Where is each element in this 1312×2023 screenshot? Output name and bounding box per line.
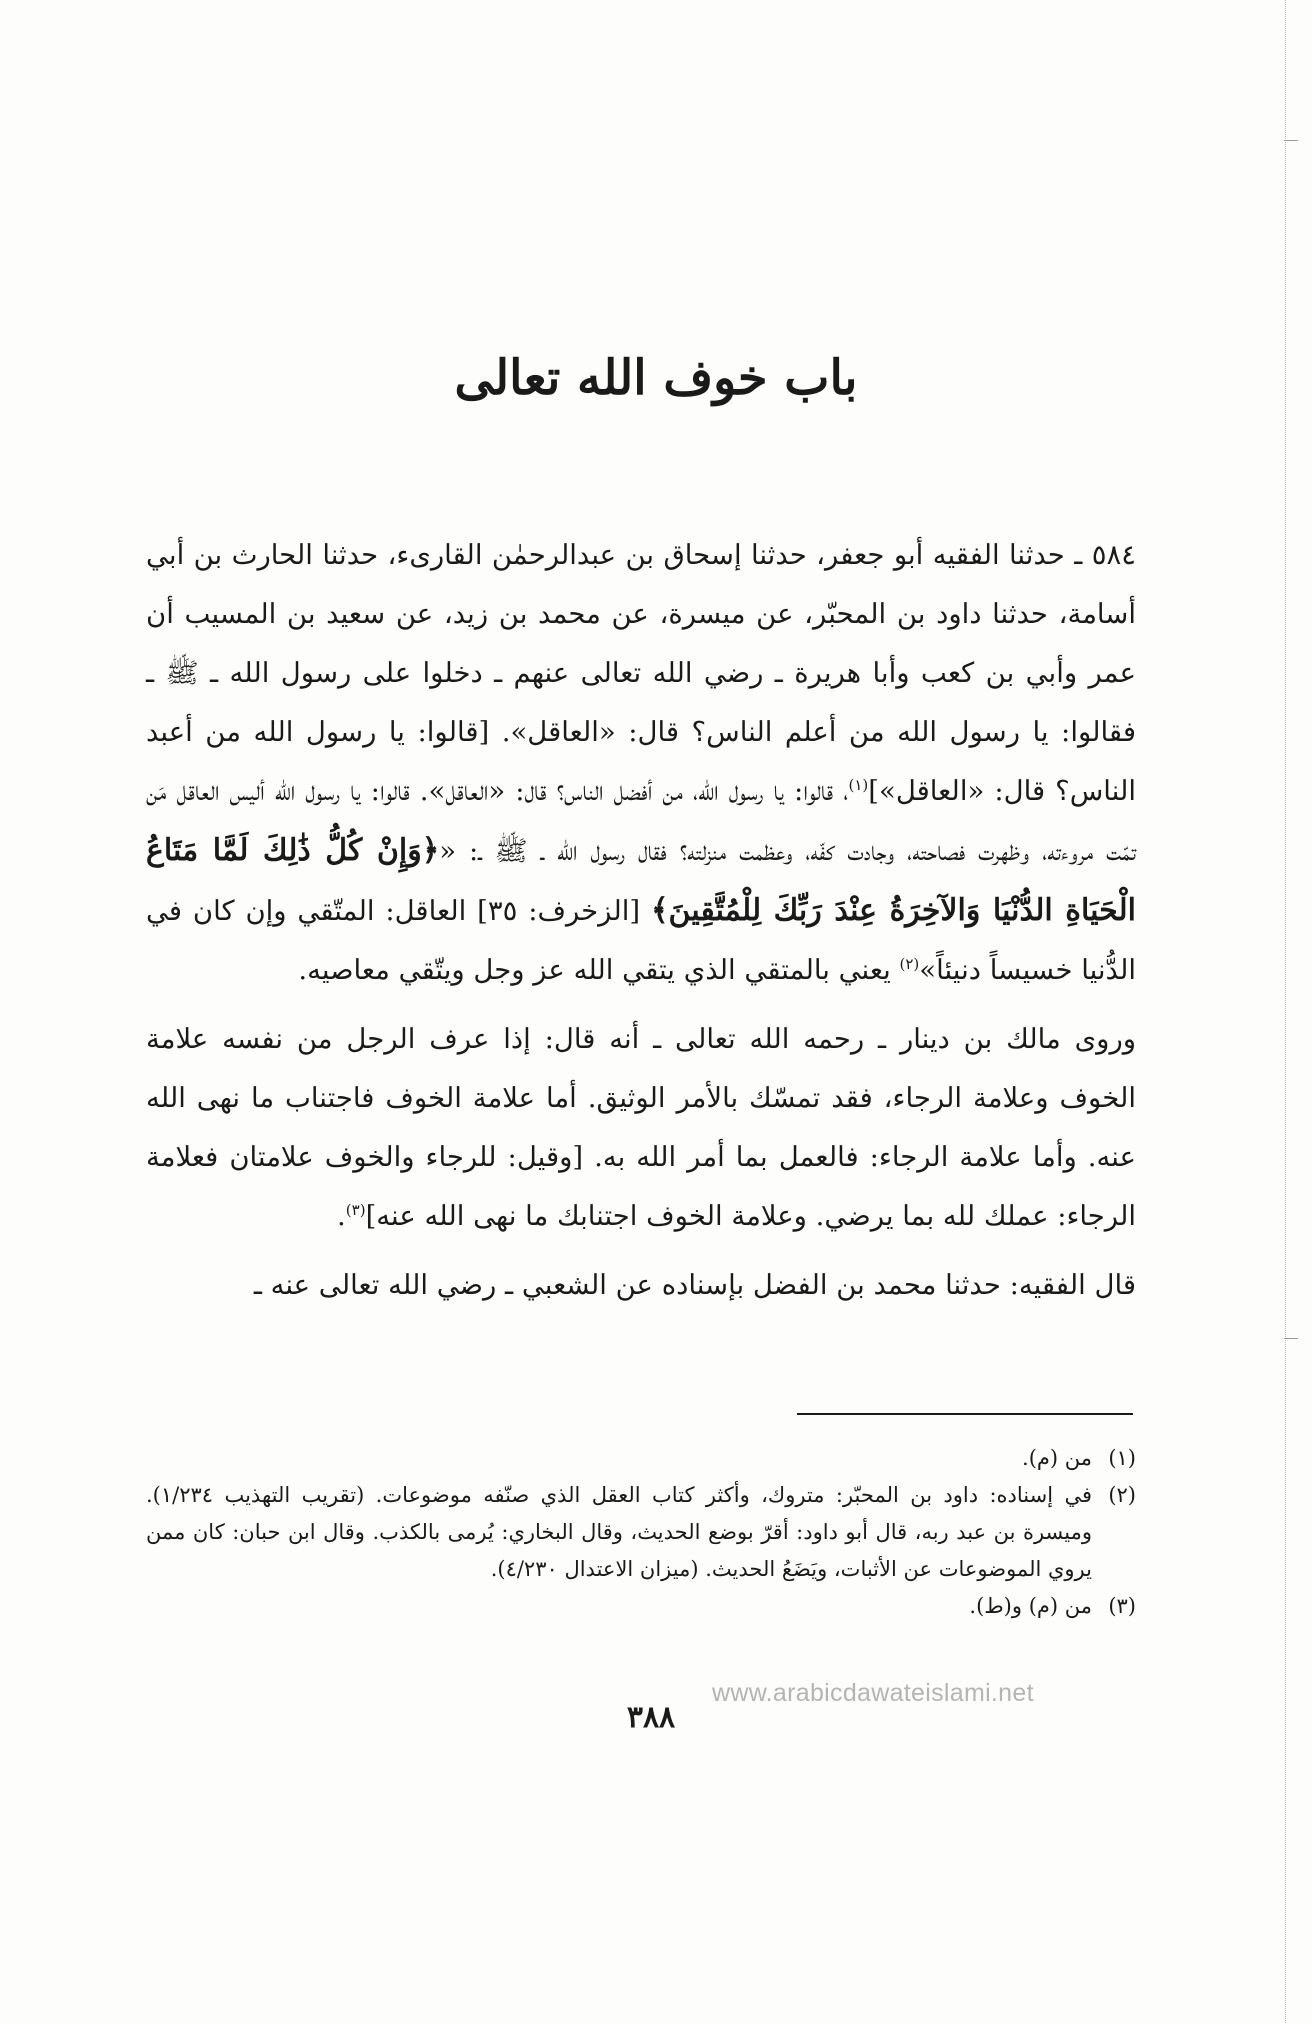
paragraph-text: وروى مالك بن دينار ـ رحمه الله تعالى ـ أنه قال: إذا عرف الرجل من نفسه علامة الخوف وعلامة الرجاء، فقد تمسّك بالأمر الوثيق. أما علامة الخوف فاجتناب ما نهى الله عنه. وأما علامة الرجاء: فالعمل بما أمر الله به. [وقيل: للرجاء والخوف علامتان فعلامة الرجاء: عملك لله بما يرضي. وعلامة الخوف اجتنابك ما نهى الله عنه]: [146, 1023, 1136, 1232]
footnotes: [146, 1440, 1136, 1625]
paragraph-text: يعني بالمتقي الذي يتقي الله عز وجل ويتّقي معاصيه.: [298, 954, 900, 986]
footnote-number: (١): [1108, 1446, 1136, 1470]
page-number: ٣٨٨: [626, 1700, 676, 1735]
paragraph: [146, 526, 1136, 1000]
paragraph: [146, 1010, 1136, 1246]
footnote-text: في إسناده: داود بن المحبّر: متروك، وأكثر كتاب العقل الذي صنّفه موضوعات. (تقريب التهذيب ١/٢٣٤). وميسرة بن عبد ربه، قال أبو داود: أقرّ بوضع الحديث، وقال البخاري: يُرمى بالكذب. وقال ابن حبان: كان ممن يروي الموضوعات عن الأثبات، ويَضَعُ الحديث. (ميزان الاعتدال ٤/٢٣٠).: [146, 1483, 1092, 1581]
paragraph: [146, 1256, 1136, 1315]
watermark: www.arabicdawateislami.net: [712, 1679, 1034, 1707]
footnote-ref: (٢): [899, 954, 920, 973]
footnote-ref: (١): [848, 775, 869, 794]
scan-edge-tick: [1284, 140, 1298, 141]
chapter-title: باب خوف الله تعالى: [454, 350, 858, 407]
paragraph-text: [الزخرف: ٣٥] العاقل: المتّقي وإن كان في الدُّنيا خسيساً دنيئاً»: [146, 895, 1136, 986]
footnote: [146, 1440, 1136, 1477]
paragraph-text: قال الفقيه: حدثنا محمد بن الفضل بإسناده عن الشعبي ـ رضي الله تعالى عنه ـ: [253, 1269, 1136, 1301]
footnote-number: (٢): [1108, 1483, 1136, 1507]
footnote-text: من (م) و(ط).: [969, 1594, 1092, 1618]
quran-verse: ﴿وَإِنْ كُلُّ ذَٰلِكَ لَمَّا مَتَاعُ الْحَيَاةِ الدُّنْيَا وَالآخِرَةُ عِنْدَ رَبِّكَ لِلْمُتَّقِينَ﴾: [146, 833, 1136, 928]
paragraph-text: ٥٨٤ ـ حدثنا الفقيه أبو جعفر، حدثنا إسحاق بن عبدالرحمٰن القارىء، حدثنا الحارث بن أبي أسامة، حدثنا داود بن المحبّر، عن ميسرة، عن محمد بن زيد، عن سعيد بن المسيب أن عمر وأبي بن كعب وأبا هريرة ـ رضي الله تعالى عنهم ـ دخلوا على رسول الله ـ ﷺ ـ فقالوا: يا رسول الله من أعلم الناس؟ قال: «العاقل». [قالوا: يا رسول الله من أعبد الناس؟ قال: «العاقل»]: [146, 539, 1136, 807]
paragraph-text: ، قالوا: يا رسول الله، من أفضل الناس؟ قال: «العاقل». قالوا: يا رسول الله أليس العاقل مَن تمّت مروءته، وظهرت فصاحته، وجادت كفّه، وعظمت منزلته؟ فقال رسول الله ـ ﷺ ـ: «: [146, 775, 1136, 867]
footnote-text: من (م).: [1022, 1446, 1092, 1470]
footnote: [146, 1477, 1136, 1588]
paragraph-text: .: [337, 1200, 346, 1232]
footnote-separator: [797, 1413, 1133, 1415]
footnote-ref: (٣): [345, 1200, 366, 1219]
scan-edge-tick: [1284, 1338, 1298, 1339]
footnote: [146, 1588, 1136, 1625]
footnote-number: (٣): [1108, 1594, 1136, 1618]
scan-edge-line: [1285, 0, 1286, 2023]
main-text: [146, 526, 1136, 1315]
